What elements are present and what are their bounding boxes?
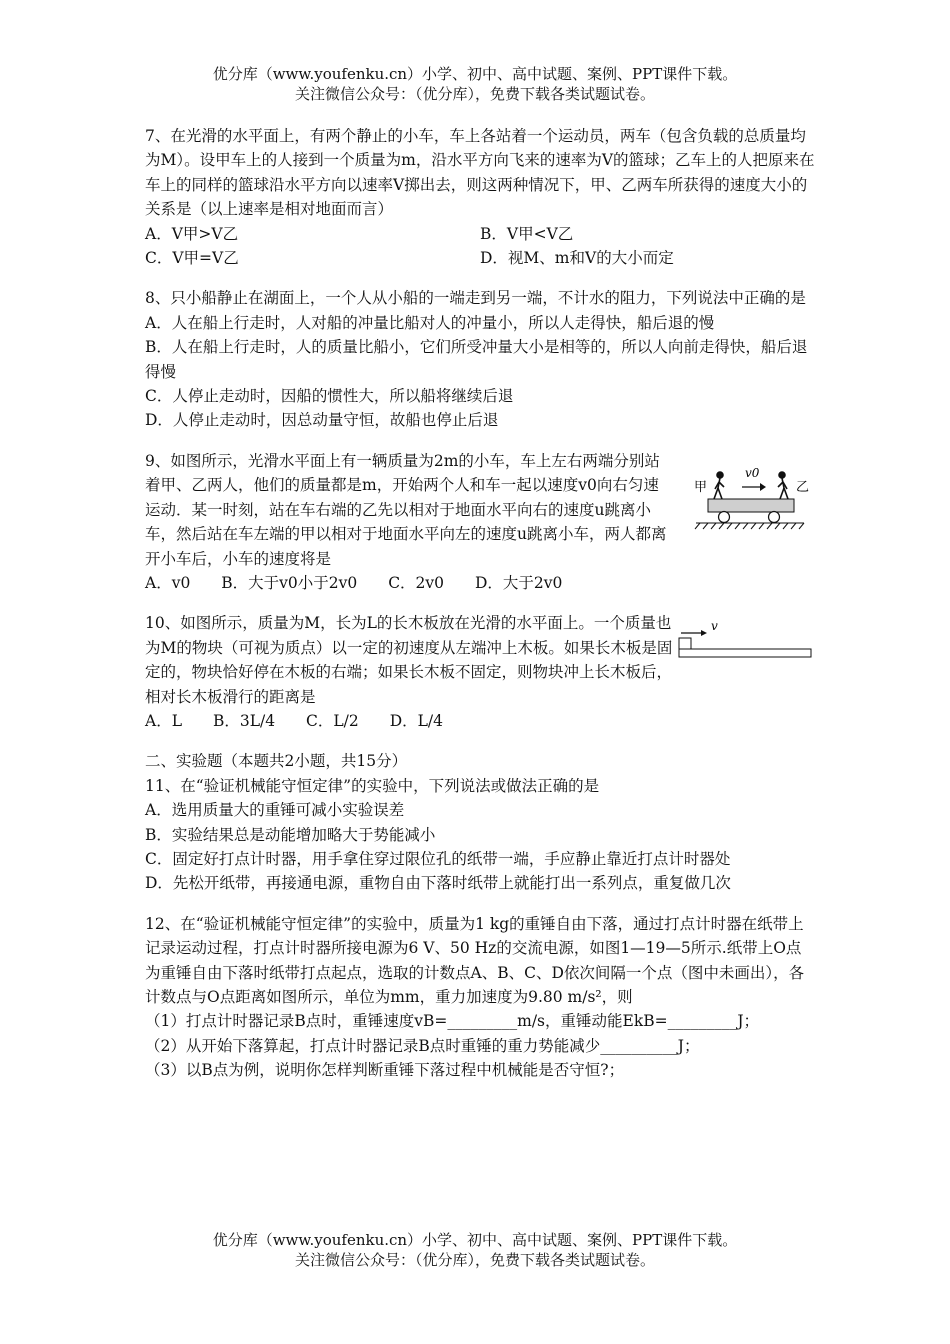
- question-7-option-c: C．V甲=V乙: [145, 249, 239, 268]
- question-11: [145, 774, 815, 896]
- question-10-stem: 10、如图所示，质量为M，长为L的长木板放在光滑的水平面上。一个质量也为M的物块（可视为质点）以一定的初速度从左端冲上木板。如果长木板是固定的，物块恰好停在木板的右端；如果长木板不固定，则物块冲上长木板后，相对长木板滑行的距离是: [145, 614, 673, 706]
- block-velocity-arrow: [681, 630, 707, 636]
- question-7: [145, 124, 815, 270]
- question-10-option-c: C．L/2: [306, 711, 359, 730]
- question-11-option-d: D．先松开纸带，再接通电源，重物自由下落时纸带上就能打出一系列点，重复做几次: [145, 874, 731, 893]
- figure-label-jia: 甲: [694, 479, 708, 495]
- board-figure: [675, 619, 815, 659]
- ground-surface: [695, 523, 804, 529]
- cart-wheel-right: [769, 511, 780, 522]
- cart-body: [708, 499, 794, 512]
- question-10-option-b: B．3L/4: [212, 711, 276, 730]
- question-11-option-b: B．实验结果总是动能增加略大于势能减小: [145, 825, 436, 844]
- cart-wheel-left: [719, 511, 730, 522]
- header-line-2: 关注微信公众号：（优分库），免费下载各类试题试卷。: [294, 85, 655, 103]
- question-8-stem: 8、只小船静止在湖面上，一个人从小船的一端走到另一端，不计水的阻力，下列说法中正确的是: [145, 289, 806, 308]
- person-yi: [778, 472, 788, 499]
- question-7-option-b: B．V甲<V乙: [480, 224, 574, 243]
- question-11-option-c: C．固定好打点计时器，用手拿住穿过限位孔的纸带一端，手应静止靠近打点计时器处: [145, 849, 731, 868]
- footer-line-2: 关注微信公众号：（优分库），免费下载各类试题试卷。: [294, 1251, 655, 1269]
- question-12-stem: 12、在“验证机械能守恒定律”的实验中，质量为1 kg的重锤自由下落，通过打点计时器在纸带上记录运动过程，打点计时器所接电源为6 V、50 Hz的交流电源，如图1—19—5所示.纸带上O点为重锤自由下落时纸带打点起点，选取的计数点A、B、C、D依次间隔一个点（图中未画出），各计数点与O点距离如图所示，单位为mm，重力加速度为9.80 m/s²，则: [145, 914, 805, 1006]
- figure-label-v0: v0: [745, 465, 760, 480]
- page-header: [0, 64, 950, 104]
- question-7-stem: 7、在光滑的水平面上，有两个静止的小车，车上各站着一个运动员，两车（包含负载的总质量均为M）。设甲车上的人接到一个质量为m，沿水平方向飞来的速率为V的篮球；乙车上的人把原来在车上的同样的篮球沿水平方向以速率V掷出去，则这两种情况下，甲、乙两车所获得的速度大小的关系是（以上速率是相对地面而言）: [145, 127, 815, 219]
- footer-line-1: 优分库（www.youfenku.cn）小学、初中、高中试题、案例、PPT课件下载。: [212, 1231, 738, 1249]
- velocity-arrow: [742, 483, 766, 491]
- question-9-option-a: A．v0: [145, 573, 191, 592]
- header-line-1: 优分库（www.youfenku.cn）小学、初中、高中试题、案例、PPT课件下载。: [212, 65, 738, 83]
- question-7-option-d: D．视M、m和V的大小而定: [480, 249, 674, 268]
- question-7-option-a: A．V甲>V乙: [145, 224, 239, 243]
- small-block: [679, 638, 691, 649]
- long-board: [679, 649, 811, 657]
- question-7-options: [145, 222, 815, 271]
- cart-figure: [690, 457, 810, 547]
- question-11-option-a: A．选用质量大的重锤可减小实验误差: [145, 801, 405, 820]
- question-12-part-2: （2）从开始下落算起，打点计时器记录B点时重锤的重力势能减少__________J；: [145, 1036, 700, 1055]
- section-2-title: 二、实验题（本题共2小题，共15分）: [145, 752, 408, 771]
- question-10: [145, 611, 815, 733]
- person-jia: [714, 472, 724, 499]
- page-footer: [0, 1230, 950, 1270]
- question-9-options: [145, 571, 815, 595]
- question-8: [145, 286, 815, 432]
- question-10-option-d: D．L/4: [389, 711, 444, 730]
- question-10-option-a: A．L: [145, 711, 182, 730]
- question-10-options: [145, 709, 815, 733]
- question-9: [145, 449, 815, 595]
- question-11-stem: 11、在“验证机械能守恒定律”的实验中，下列说法或做法正确的是: [145, 776, 600, 795]
- question-9-stem: 9、如图所示，光滑水平面上有一辆质量为2m的小车，车上左右两端分别站着甲、乙两人，他们的质量都是m，开始两个人和车一起以速度v0向右匀速运动．某一时刻，站在车右端的乙先以相对于地面水平向右的速度u跳离小车，然后站在车左端的甲以相对于地面水平向左的速度u跳离小车，两人都离开小车后，小车的速度将是: [145, 451, 667, 568]
- question-9-option-c: C．2v0: [388, 573, 445, 592]
- question-8-option-c: C．人停止走动时，因船的惯性大，所以船将继续后退: [145, 387, 514, 406]
- question-12-part-3: （3）以B点为例，说明你怎样判断重锤下落过程中机械能是否守恒?；: [145, 1061, 625, 1080]
- question-12-part-1: （1）打点计时器记录B点时，重锤速度vB=_________m/s，重锤动能EkB=_________J；: [145, 1012, 760, 1031]
- figure-label-v: v: [711, 619, 718, 634]
- question-9-option-d: D．大于2v0: [474, 573, 563, 592]
- question-8-option-a: A．人在船上行走时，人对船的冲量比船对人的冲量小，所以人走得快，船后退的慢: [145, 313, 715, 332]
- question-8-option-d: D．人停止走动时，因总动量守恒，故船也停止后退: [145, 411, 499, 430]
- exam-content: [145, 124, 815, 1099]
- question-8-option-b: B．人在船上行走时，人的质量比船小，它们所受冲量大小是相等的，所以人向前走得快，船后退得慢: [145, 338, 808, 381]
- figure-label-yi: 乙: [796, 479, 810, 495]
- question-9-option-b: B．大于v0小于2v0: [221, 573, 358, 592]
- question-12: [145, 912, 815, 1083]
